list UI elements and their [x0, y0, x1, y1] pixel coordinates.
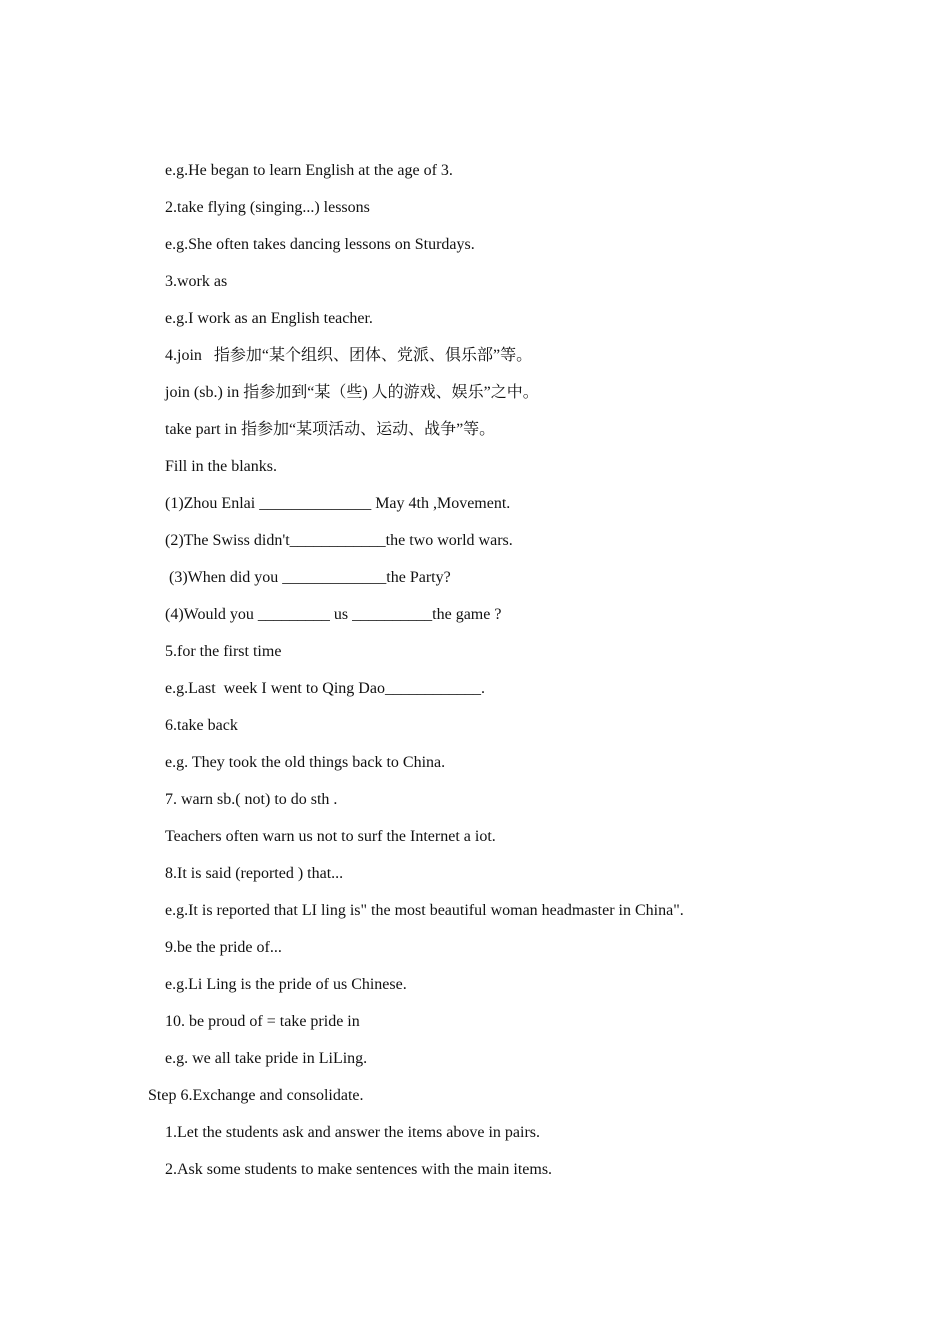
text-line-example-warn: Teachers often warn us not to surf the Internet a iot. — [165, 828, 496, 845]
text-line-blank-3: (3)When did you _____________the Party? — [165, 569, 451, 586]
text-line-item-4-join: 4.join 指参加“某个组织、团体、党派、俱乐部”等。 — [165, 347, 533, 364]
text-line-example-age: e.g.He began to learn English at the age of 3. — [165, 162, 453, 179]
text-line-example-pride: e.g.Li Ling is the pride of us Chinese. — [165, 976, 407, 993]
text-line-item-7: 7. warn sb.( not) to do sth . — [165, 791, 338, 808]
text-line-item-3: 3.work as — [165, 273, 228, 290]
text-line-fill-in-heading: Fill in the blanks. — [165, 458, 277, 475]
text-line-item-6: 6.take back — [165, 717, 238, 734]
text-line-example-dancing: e.g.She often takes dancing lessons on Sturdays. — [165, 236, 475, 253]
text-line-blank-1: (1)Zhou Enlai ______________ May 4th ,Movement. — [165, 495, 511, 512]
text-line-join-in: join (sb.) in 指参加到“某（些) 人的游戏、娱乐”之中。 — [165, 384, 539, 401]
text-line-step-6-item-2: 2.Ask some students to make sentences with the main items. — [165, 1161, 553, 1178]
text-line-item-5: 5.for the first time — [165, 643, 282, 660]
text-line-blank-4: (4)Would you _________ us __________the game ? — [165, 606, 502, 623]
text-line-take-part-in: take part in 指参加“某项活动、运动、战争”等。 — [165, 421, 496, 438]
text-line-item-10: 10. be proud of = take pride in — [165, 1013, 360, 1030]
text-line-example-qingdao: e.g.Last week I went to Qing Dao____________. — [165, 680, 485, 697]
step-6-heading: Step 6.Exchange and consolidate. — [148, 1087, 364, 1104]
text-line-example-back: e.g. They took the old things back to China. — [165, 754, 446, 771]
text-line-item-8: 8.It is said (reported ) that... — [165, 865, 344, 882]
text-line-item-9: 9.be the pride of... — [165, 939, 282, 956]
text-line-example-teacher: e.g.I work as an English teacher. — [165, 310, 373, 327]
text-line-example-reported: e.g.It is reported that LI ling is" the most beautiful woman headmaster in China". — [165, 902, 684, 919]
text-line-step-6-item-1: 1.Let the students ask and answer the items above in pairs. — [165, 1124, 541, 1141]
text-line-item-2: 2.take flying (singing...) lessons — [165, 199, 370, 216]
text-line-blank-2: (2)The Swiss didn't____________the two world wars. — [165, 532, 513, 549]
text-line-example-proud: e.g. we all take pride in LiLing. — [165, 1050, 368, 1067]
